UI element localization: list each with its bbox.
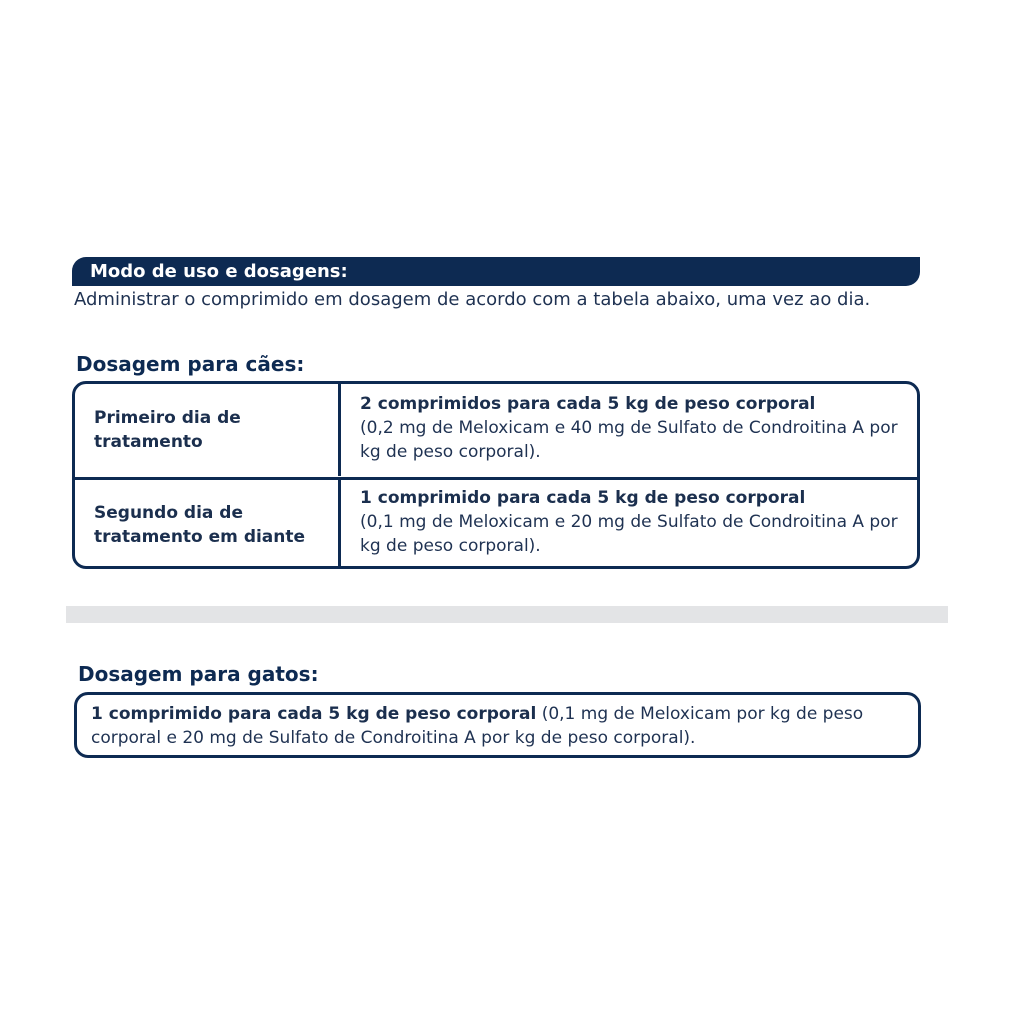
dose-bold: 1 comprimido para cada 5 kg de peso corporal bbox=[91, 704, 537, 724]
dose-detail: (0,1 mg de Meloxicam e 20 mg de Sulfato de Condroitina A por kg de peso corporal). bbox=[360, 512, 898, 556]
section-header bbox=[72, 257, 920, 286]
dogs-heading: Dosagem para cães: bbox=[76, 352, 305, 376]
cat-dosage-box bbox=[74, 692, 921, 758]
table-cell-dose bbox=[341, 480, 917, 569]
table-cell-label bbox=[75, 384, 341, 476]
table-row bbox=[75, 384, 917, 476]
table-cell-dose bbox=[341, 384, 917, 476]
table-row bbox=[75, 477, 917, 569]
dose-bold: 1 comprimido para cada 5 kg de peso corporal bbox=[360, 488, 806, 508]
row-label: Segundo dia de tratamento em diante bbox=[94, 502, 306, 547]
dose-detail: (0,1 mg de Meloxicam por kg de peso corporal e 20 mg de Sulfato de Condroitina A por kg de peso corporal). bbox=[91, 704, 864, 748]
dose-bold: 2 comprimidos para cada 5 kg de peso corporal bbox=[360, 394, 816, 414]
dog-dosage-table bbox=[72, 381, 920, 569]
section-title: Modo de uso e dosagens: bbox=[90, 261, 348, 282]
table-cell-label bbox=[75, 480, 341, 569]
intro-text: Administrar o comprimido em dosagem de acordo com a tabela abaixo, uma vez ao dia. bbox=[74, 289, 871, 310]
divider bbox=[66, 606, 948, 623]
dose-detail: (0,2 mg de Meloxicam e 40 mg de Sulfato de Condroitina A por kg de peso corporal). bbox=[360, 418, 898, 462]
cats-heading: Dosagem para gatos: bbox=[78, 662, 319, 686]
row-label: Primeiro dia de tratamento bbox=[94, 408, 241, 452]
